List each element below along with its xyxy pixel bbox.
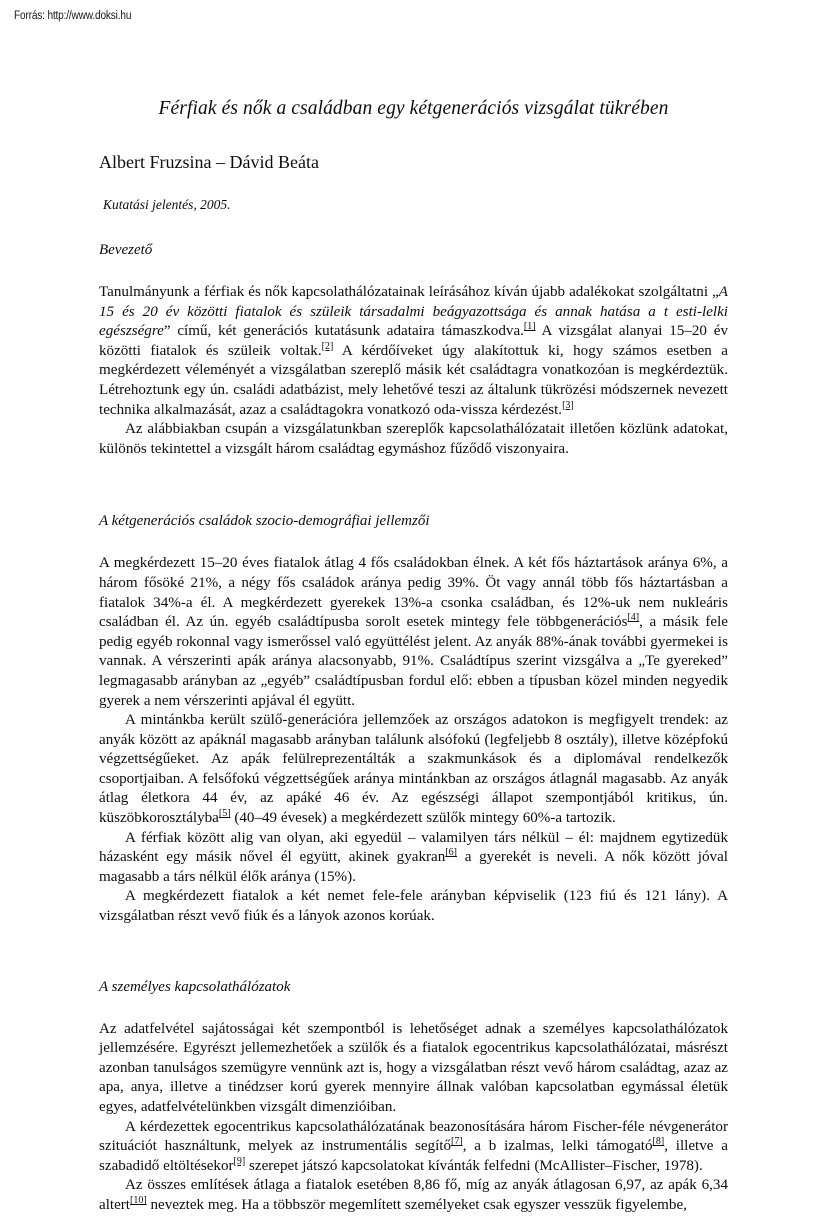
paragraph: A megkérdezett fiatalok a két nemet fele-fele arányban képviselik (123 fiú és 121 lány). A vizsgálatban részt vevő fiúk és a lányok azonos korúak. [99, 888, 728, 925]
footnote-marker-8[interactable]: [8] [652, 1136, 665, 1148]
text-column [99, 0, 728, 1216]
paragraph-text: , illetve a szabadidő eltöltésekor [99, 1138, 728, 1174]
section-heading-szemelyes-kapcsolathalozatok: A személyes kapcsolathálózatok [99, 978, 291, 995]
paragraph-text: Tanulmányunk a férfiak és nők kapcsolathálózatainak leírásához kíván újabb adalékokat szolgáltatni „ [99, 284, 719, 300]
paragraph [99, 531, 728, 711]
paragraph: Az alábbiakban csupán a vizsgálatunkban szereplők kapcsolathálózatait illetően közlünk adatokat, különös tekintettel a vizsgált három családtag egymáshoz fűződő viszonyaira. [99, 421, 728, 457]
paragraph-text: A kérdezettek egocentrikus kapcsolathálózatának beazonosítására három Fischer-féle névgenerátor szituációt használtunk, melyek az instrumentális segítő [99, 1118, 728, 1155]
section-heading-bevezeto: Bevezető [99, 242, 153, 258]
paragraph-text: Az összes említések átlaga a fiatalok esetében 8,86 fő, míg az anyák átlagosan 6,97, az apák 6,34 altert [99, 1177, 728, 1213]
authors-line: Albert Fruzsina – Dávid Beáta [99, 152, 319, 172]
section-heading-szocio-demografia: A kétgenerációs családok szocio-demográfiai jellemzői [99, 513, 430, 530]
paragraph-text: , a másik fele pedig egyéb rokonnal vagy ismerőssel való együttélést jelent. Az anyák 88%-ának további gyermekei is vannak. A vérszerinti apák aránya alacsonyabb, 91%. Családtípus szerint vizsgálva a „Te gyereked” legmagasabb arányban az „egyéb” családtípusban fordul elő: ebben a típusban közel minden negyedik gyerek a nem vérszerinti apjával él együtt. [99, 614, 729, 709]
paragraph [99, 1176, 728, 1215]
footnote-marker-5[interactable]: [5] [218, 808, 231, 820]
paragraph-text: , a b izalmas, lelki támogató [462, 1138, 653, 1155]
footnote-marker-6[interactable]: [6] [445, 847, 457, 859]
footnote-marker-10[interactable]: [10] [130, 1194, 147, 1206]
report-subtitle: Kutatási jelentés, 2005. [103, 197, 231, 212]
footnote-marker-3[interactable]: [3] [562, 399, 574, 411]
paragraph [99, 1118, 728, 1177]
paragraph-text: A mintánkba került szülő-generációra jellemzőek az országos adatokon is megfigyelt trendek: az anyák között az apáknál magasabb arányban találunk alsófokú (legfeljebb 8 osztály), illetve középfokú végzettségűeket. Az apák felülreprezentálták a szakmunkások és a diplomával rendelkezők csoportjaiban. A felsőfokú végzettségűek aránya mintánkban az országos átlagnál magasabb. Az anyák átlag életkora 44 év, az apáké 46 év. Az egészségi állapot szempontjából kritikus, ún. küszöbkorosztályba [99, 712, 728, 827]
paragraph-text: A megkérdezett 15–20 éves fiatalok átlag 4 fős családokban élnek. A két fős háztartások aránya 6%, a három fősöké 21%, a négy fős családok aránya pedig 39%. Öt vagy annál több fős háztartásban a fiatalok 34%-a él. A megkérdezett gyerekek 13%-a csonka családban, és 12%-uk nem nukleáris családban él. Az ún. egyéb családtípusba sorolt esetek mintegy fele többgenerációs [99, 555, 728, 631]
paragraph-text: A kérdőíveket úgy alakítottuk ki, hogy számos esetben a megkérdezett véleményét a vizsgálatban szereplő másik két családtagra vonatkozóan is megkérdeztük. Létrehoztunk egy ún. családi adatbázist, mely lehetővé teszi az általunk tükrözési módszernek nevezett technika alkalmazását, azaz a családtagokra vonatkozó oda-vissza kérdezést. [99, 342, 728, 418]
paragraph-text: (40–49 évesek) a megkérdezett szülők mintegy 60%-a tartozik. [230, 810, 616, 827]
page-title: Férfiak és nők a családban egy kétgenerációs vizsgálat tükrében [158, 98, 669, 119]
paragraph-text: ” című, két generációs kutatásunk adataira támaszkodva. [163, 323, 524, 340]
footnote-marker-1[interactable]: [1] [523, 321, 536, 333]
footnote-marker-7[interactable]: [7] [451, 1136, 463, 1148]
paragraph [99, 260, 728, 420]
paragraph [99, 829, 728, 888]
paragraph-text: A vizsgálat alanyai 15–20 év közötti fiatalok és szüleik voltak. [99, 323, 728, 359]
paragraph-text: A férfiak között alig van olyan, aki egyedül – valamilyen társ nélkül – él: majdnem egytizedük házasként egy másik nővel él együtt, akinek gyakran [99, 829, 728, 866]
paragraph: Az adatfelvétel sajátosságai két szempontból is lehetőséget adnak a személyes kapcsolathálózatok jellemzésére. Egyrészt jellemezhetőek a szülők és a fiatalok egocentrikus kapcsolathálózatai, másrészt azonban tanulságos szemügyre vennünk azt is, hogy a vizsgálatban részt vevő három családtag, azaz az apa, anya, illetve a tinédzser korú gyerek mennyire állnak valóban kapcsolatban egymással életük egyes, adatfelvételünkben vizsgált dimenzióiban. [99, 1020, 728, 1115]
paragraph [99, 711, 728, 829]
paragraph-text-italic: A 15 és 20 év közötti fiatalok és szüleik társadalmi beágyazottsága és annak hatása a t esti-lelki egészségre [99, 284, 728, 340]
paragraph-text: neveztek meg. Ha a többször megemlített személyeket csak egyszer vesszük figyelembe, [146, 1196, 687, 1213]
paragraph-text: a gyerekét is neveli. A nők között jóval magasabb a társ nélkül élők aránya (15%). [99, 849, 728, 885]
source-watermark-header: Forrás: http://www.doksi.hu [14, 10, 132, 22]
footnote-marker-4[interactable]: [4] [627, 612, 640, 624]
footnote-marker-9[interactable]: [9] [233, 1155, 246, 1167]
paragraph-text: szerepet játszó kapcsolatokat kívánták felfedni (McAllister–Fischer, 1978). [245, 1157, 703, 1174]
footnote-marker-2[interactable]: [2] [321, 340, 334, 352]
